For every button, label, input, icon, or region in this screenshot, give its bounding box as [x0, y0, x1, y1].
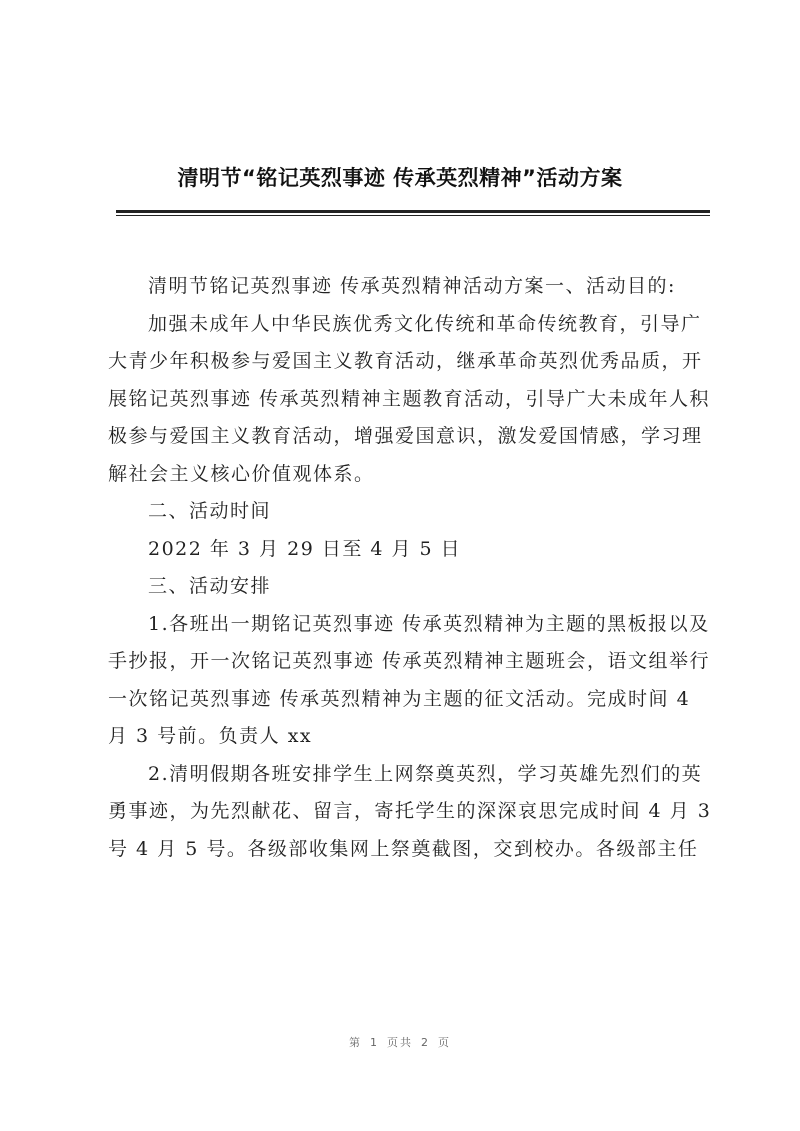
heading-activity-time: 二、活动时间 — [148, 500, 272, 522]
paragraph-intro: 清明节铭记英烈事迹 传承英烈精神活动方案一、活动目的: — [148, 275, 676, 297]
paragraph-item-1: 1.各班出一期铭记英烈事迹 传承英烈精神为主题的黑板报以及手抄报，开一次铭记英烈事迹 传承英烈精神主题班会，语文组举行一次铭记英烈事迹 传承英烈精神为主题的征文活动。完成时间 4 月 3 号前。负责人 xx — [108, 612, 711, 747]
paragraph-date-range: 2022 年 3 月 29 日至 4 月 5 日 — [148, 537, 462, 560]
paragraph-purpose: 加强未成年人中华民族优秀文化传统和革命传统教育，引导广大青少年积极参与爱国主义教育活动，继承革命英烈优秀品质，开展铭记英烈事迹 传承英烈精神主题教育活动，引导广大未成年人积极参与爱国主义教育活动，增强爱国意识，激发爱国情感，学习理解社会主义核心价值观体系。 — [108, 312, 711, 485]
paragraph-item-2: 2.清明假期各班安排学生上网祭奠英烈，学习英雄先烈们的英勇事迹，为先烈献花、留言，寄托学生的深深哀思完成时间 4 月 3 号 4 月 5 号。各级部收集网上祭奠截图，交到校办。各级部主任 — [108, 762, 712, 860]
footer-page-number: 1 — [370, 1036, 379, 1049]
footer-prefix: 第 — [349, 1036, 362, 1049]
title-divider-thin — [116, 215, 710, 216]
footer-total-pages: 2 — [421, 1036, 430, 1049]
document-title: 清明节“铭记英烈事迹 传承英烈精神”活动方案 — [177, 166, 623, 190]
heading-activity-arrangement: 三、活动安排 — [148, 575, 272, 597]
document-body — [108, 268, 712, 868]
title-divider-thick — [116, 210, 710, 213]
footer-suffix: 页 — [438, 1036, 451, 1049]
footer-middle: 页共 — [387, 1036, 413, 1049]
page-footer — [0, 1034, 800, 1050]
